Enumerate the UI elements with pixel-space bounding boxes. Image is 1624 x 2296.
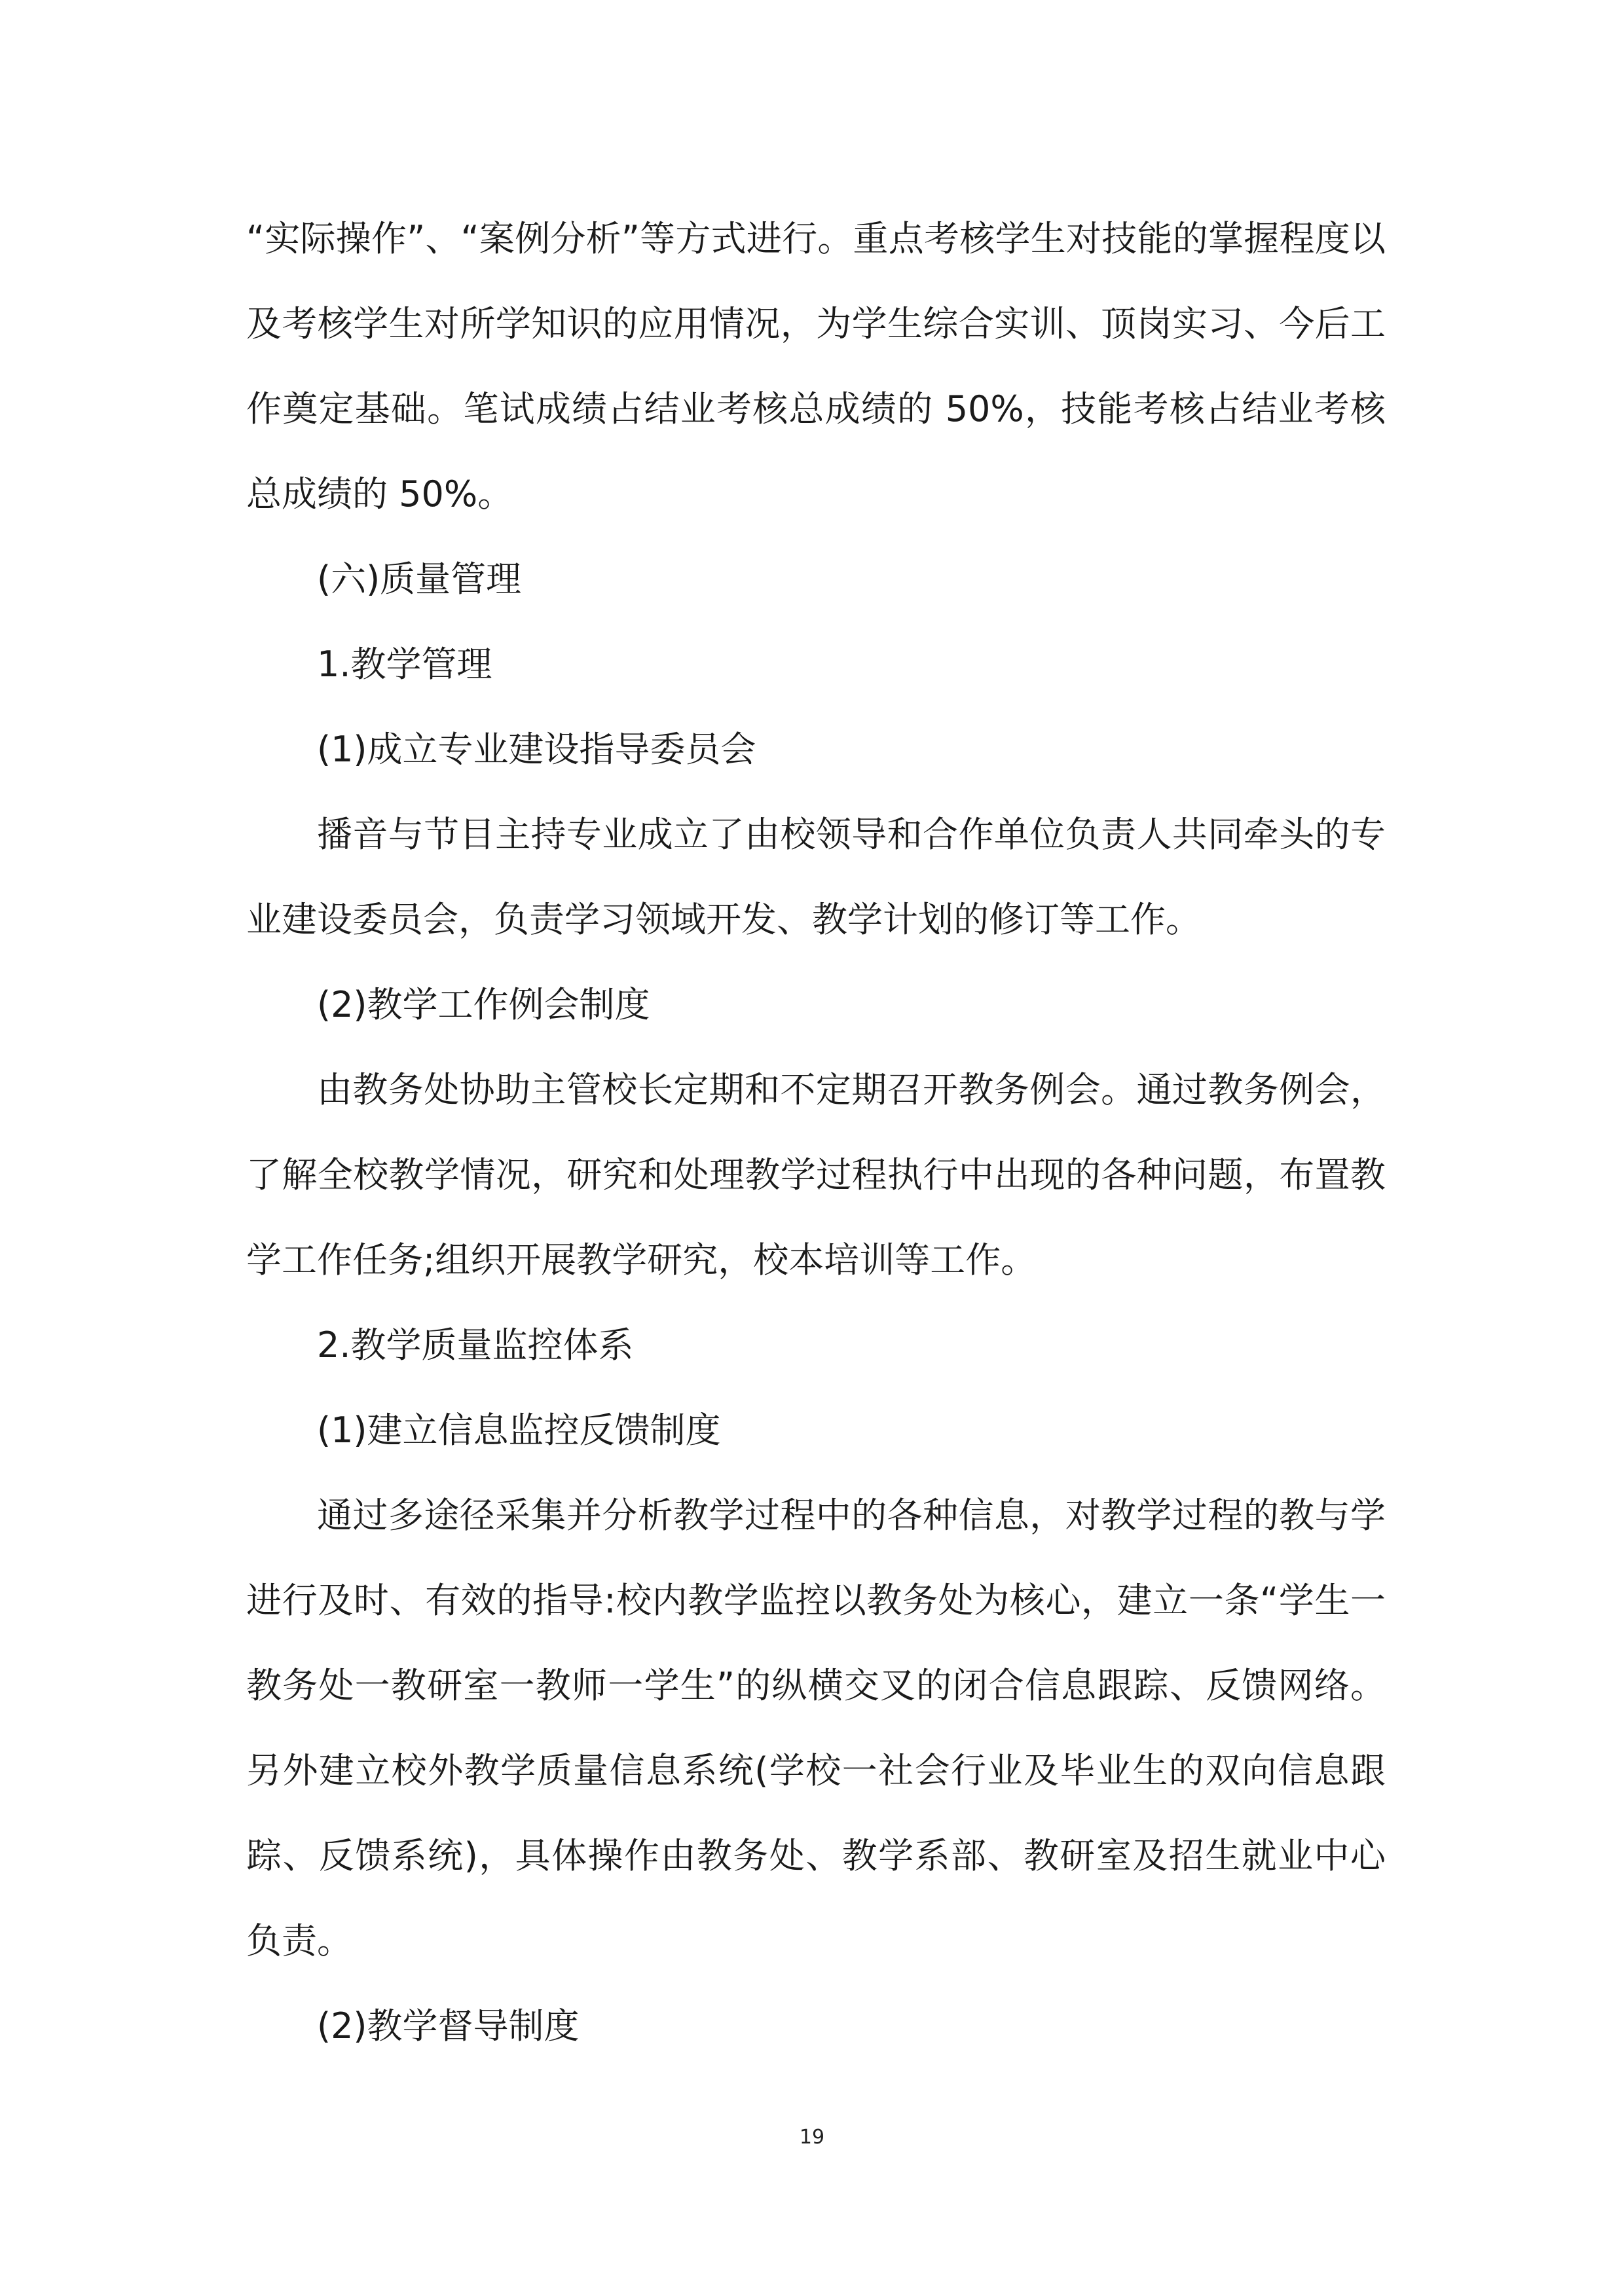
paragraph-continuation: “实际操作”、“案例分析”等方式进行。重点考核学生对技能的掌握程度以及考核学生对所学知识的应用情况，为学生综合实训、顶岗实习、今后工作奠定基础。笔试成绩占结业考核总成绩的 50%，技能考核占结业考核总成绩的 50%。 [246,218,1386,515]
item-heading-feedback-system: (1)建立信息监控反馈制度 [317,1410,721,1451]
item-heading-supervision: (2)教学督导制度 [317,2005,580,2047]
item-heading-regular-meeting: (2)教学工作例会制度 [317,984,650,1025]
paragraph-committee: 播音与节目主持专业成立了由校领导和合作单位负责人共同牵头的专业建设委员会，负责学习领域开发、教学计划的修订等工作。 [246,814,1386,940]
subsection-heading-teaching-management: 1.教学管理 [317,644,492,685]
paragraph-regular-meeting: 由教务处协助主管校长定期和不定期召开教务例会。通过教务例会，了解全校教学情况，研究和处理教学过程执行中出现的各种问题，布置教学工作任务;组织开展教学研究，校本培训等工作。 [246,1069,1386,1281]
subsection-heading-quality-monitoring: 2.教学质量监控体系 [317,1324,634,1366]
page-number: 19 [799,2126,825,2149]
item-heading-committee: (1)成立专业建设指导委员会 [317,729,756,770]
document-body [246,196,1386,2069]
section-heading-quality-management: (六)质量管理 [317,558,522,600]
paragraph-feedback-system: 通过多途径采集并分析教学过程中的各种信息，对教学过程的教与学进行及时、有效的指导:校内教学监控以教务处为核心，建立一条“学生一教务处一教研室一教师一学生”的纵横交叉的闭合信息跟踪、反馈网络。另外建立校外教学质量信息系统(学校一社会行业及毕业生的双向信息跟踪、反馈系统)，具体操作由教务处、教学系部、教研室及招生就业中心负责。 [246,1495,1386,1961]
